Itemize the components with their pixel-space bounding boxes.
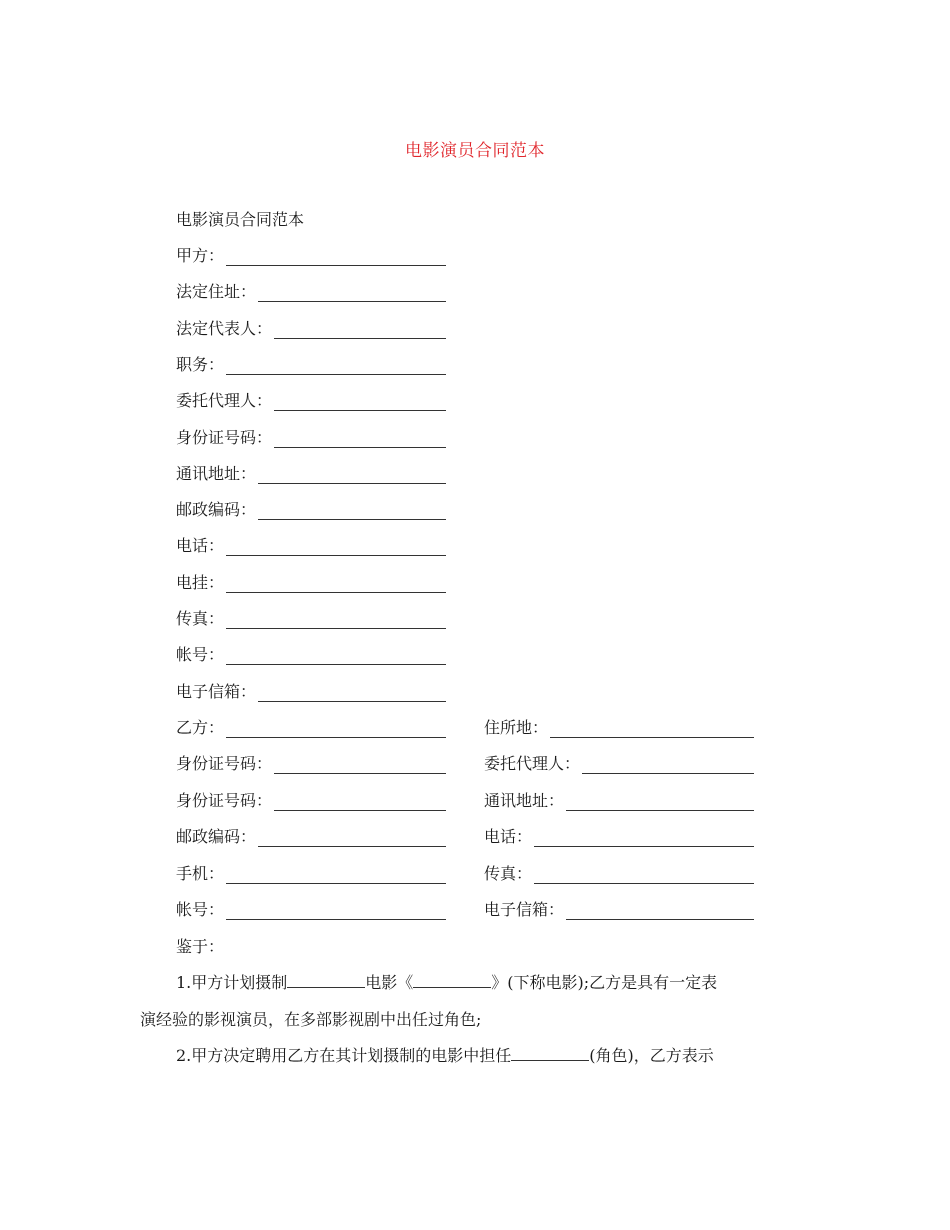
field-label: 法定代表人： bbox=[176, 318, 273, 338]
field-label: 电话： bbox=[176, 536, 225, 556]
field-label: 身份证号码： bbox=[176, 427, 273, 447]
fill-in-blank[interactable] bbox=[226, 722, 446, 738]
field-label: 邮政编码： bbox=[176, 500, 257, 520]
field-label: 手机： bbox=[176, 863, 225, 883]
form-field-row bbox=[484, 864, 754, 884]
clause-1-text-a: 1.甲方计划摄制 bbox=[176, 973, 288, 992]
form-field-row bbox=[176, 900, 446, 920]
fill-in-blank[interactable] bbox=[226, 250, 446, 266]
field-label: 电子信箱： bbox=[484, 900, 565, 919]
form-field-row bbox=[176, 645, 446, 665]
field-label: 电子信箱： bbox=[176, 681, 257, 701]
clause-2-text-b: (角色)，乙方表示 bbox=[589, 1046, 714, 1065]
field-label: 电挂： bbox=[176, 572, 225, 592]
document-title: 电影演员合同范本 bbox=[405, 141, 545, 161]
fill-in-blank[interactable] bbox=[274, 795, 446, 811]
form-field-row bbox=[484, 754, 754, 774]
form-field-row bbox=[176, 391, 446, 411]
fill-in-blank[interactable] bbox=[258, 831, 446, 847]
field-label: 乙方： bbox=[176, 718, 225, 737]
form-field-row bbox=[176, 319, 446, 339]
field-label: 委托代理人： bbox=[484, 754, 581, 774]
fill-in-blank[interactable] bbox=[274, 758, 446, 774]
fill-in-blank[interactable] bbox=[274, 432, 446, 448]
fill-in-blank[interactable] bbox=[534, 831, 754, 847]
form-field-row bbox=[484, 791, 754, 811]
field-label: 身份证号码： bbox=[176, 754, 273, 774]
fill-in-blank[interactable] bbox=[550, 722, 754, 738]
fill-in-blank[interactable] bbox=[226, 904, 446, 920]
field-label: 帐号： bbox=[176, 900, 225, 919]
field-label: 甲方： bbox=[176, 246, 225, 265]
document-subtitle: 电影演员合同范本 bbox=[176, 210, 305, 229]
form-field-row bbox=[176, 827, 446, 847]
clause-1-line-1 bbox=[176, 973, 717, 993]
form-field-row bbox=[176, 573, 446, 593]
form-field-row bbox=[484, 900, 754, 920]
field-label: 电话： bbox=[484, 827, 533, 847]
form-field-row bbox=[176, 609, 446, 629]
field-label: 帐号： bbox=[176, 645, 225, 665]
fill-in-blank[interactable] bbox=[566, 795, 754, 811]
clause-1-blank-studio bbox=[287, 973, 365, 988]
form-field-row bbox=[176, 718, 446, 738]
form-field-row bbox=[176, 536, 446, 556]
form-field-row bbox=[176, 246, 446, 266]
fill-in-blank[interactable] bbox=[226, 359, 446, 375]
fill-in-blank[interactable] bbox=[258, 286, 446, 302]
field-label: 传真： bbox=[484, 863, 533, 883]
clause-2-blank-role bbox=[511, 1046, 589, 1061]
fill-in-blank[interactable] bbox=[226, 577, 446, 593]
fill-in-blank[interactable] bbox=[582, 758, 754, 774]
field-label: 通讯地址： bbox=[176, 463, 257, 483]
fill-in-blank[interactable] bbox=[566, 904, 754, 920]
form-field-row bbox=[484, 827, 754, 847]
field-label: 职务： bbox=[176, 354, 225, 374]
whereas-heading: 鉴于： bbox=[176, 937, 225, 956]
fill-in-blank[interactable] bbox=[226, 868, 446, 884]
clause-1-text-b: 电影《 bbox=[365, 973, 414, 992]
form-field-row bbox=[176, 682, 446, 702]
fill-in-blank[interactable] bbox=[226, 540, 446, 556]
fill-in-blank[interactable] bbox=[226, 649, 446, 665]
fill-in-blank[interactable] bbox=[258, 504, 446, 520]
form-field-row bbox=[176, 428, 446, 448]
clause-1-text-c: 》(下称电影);乙方是具有一定表 bbox=[491, 973, 718, 992]
field-label: 住所地： bbox=[484, 718, 549, 737]
form-field-row bbox=[176, 282, 446, 302]
fill-in-blank[interactable] bbox=[274, 395, 446, 411]
clause-1-line-2: 演经验的影视演员，在多部影视剧中出任过角色; bbox=[140, 1010, 482, 1029]
fill-in-blank[interactable] bbox=[534, 868, 754, 884]
field-label: 法定住址： bbox=[176, 282, 257, 302]
form-field-row bbox=[176, 754, 446, 774]
clause-2-line-1 bbox=[176, 1046, 714, 1066]
form-field-row bbox=[484, 718, 754, 738]
fill-in-blank[interactable] bbox=[258, 468, 446, 484]
form-field-row bbox=[176, 791, 446, 811]
field-label: 传真： bbox=[176, 609, 225, 628]
field-label: 委托代理人： bbox=[176, 391, 273, 411]
fill-in-blank[interactable] bbox=[258, 686, 446, 702]
form-field-row bbox=[176, 355, 446, 375]
fill-in-blank[interactable] bbox=[226, 613, 446, 629]
form-field-row bbox=[176, 500, 446, 520]
clause-1-blank-film bbox=[413, 973, 491, 988]
clause-2-text-a: 2.甲方决定聘用乙方在其计划摄制的电影中担任 bbox=[176, 1046, 512, 1065]
field-label: 邮政编码： bbox=[176, 827, 257, 847]
field-label: 通讯地址： bbox=[484, 790, 565, 810]
form-field-row bbox=[176, 464, 446, 484]
fill-in-blank[interactable] bbox=[274, 323, 446, 339]
field-label: 身份证号码： bbox=[176, 790, 273, 810]
form-field-row bbox=[176, 864, 446, 884]
